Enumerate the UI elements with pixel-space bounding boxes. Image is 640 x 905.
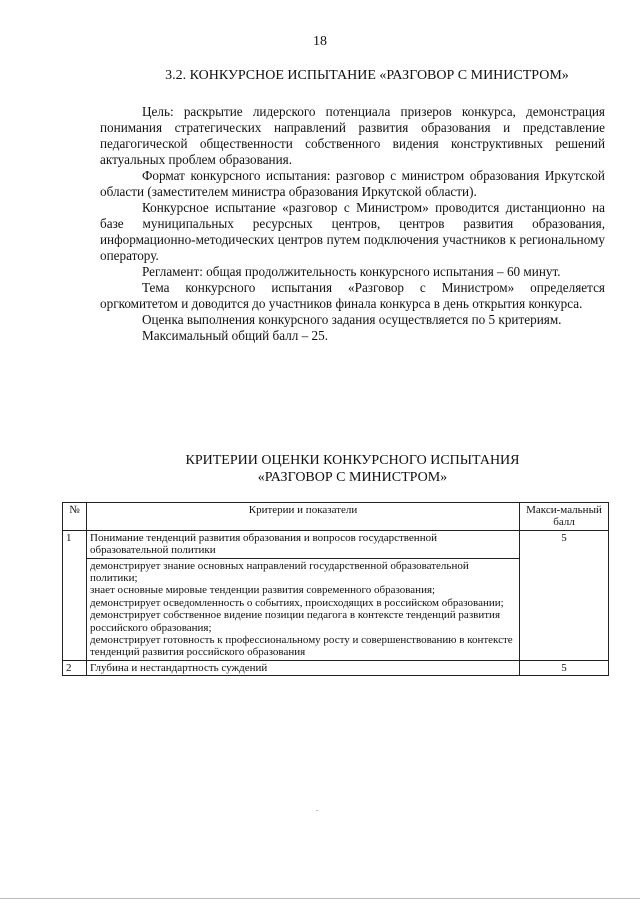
indicator-item: демонстрирует осведомленность о событиях, происходящих в российском образовании;	[90, 596, 504, 609]
table-row	[63, 530, 609, 558]
header-max-score: Макси-мальный балл	[520, 503, 609, 531]
indicator-item: демонстрирует собственное видение позиции педагога в контексте тенденций развития российского образования;	[90, 609, 500, 634]
indicator-item: демонстрирует знание основных направлений государственной образовательной политики;	[90, 559, 469, 585]
paragraph-conduct: Конкурсное испытание «разговор с Министром» проводится дистанционно на базе муниципальных ресурсных центров, центров развития образования, информационно-методических центров путем подключения участников к региональному оператору.	[100, 200, 605, 263]
table-title	[100, 452, 605, 486]
criteria-table	[62, 502, 609, 676]
scan-speck	[316, 810, 318, 811]
row-criterion: Понимание тенденций развития образования и вопросов государственной образовательной политики	[87, 530, 520, 558]
section-title: 3.2. КОНКУРСНОЕ ИСПЫТАНИЕ «РАЗГОВОР С МИНИСТРОМ»	[165, 68, 569, 83]
row-num: 1	[63, 530, 87, 660]
table-title-line2: «РАЗГОВОР С МИНИСТРОМ»	[257, 470, 448, 485]
paragraph-evaluation: Оценка выполнения конкурсного задания осуществляется по 5 критериям.	[142, 312, 562, 327]
row-max-score: 5	[520, 530, 609, 660]
table-row	[63, 660, 609, 675]
paragraph-format: Формат конкурсного испытания: разговор с министром образования Иркутской области (заместителем министра образования Иркутской области).	[100, 168, 605, 199]
paragraph-topic: Тема конкурсного испытания «Разговор с Министром» определяется оргкомитетом и доводится до участников финала конкурса в день открытия конкурса.	[100, 280, 605, 311]
row-max-score: 5	[520, 660, 609, 675]
header-criteria: Критерии и показатели	[87, 503, 520, 531]
indicator-item: демонстрирует готовность к профессиональному росту и совершенствованию в контексте тенденций развития российского образования	[90, 634, 513, 659]
paragraph-max-score: Максимальный общий балл – 25.	[142, 328, 329, 343]
row-criterion: Глубина и нестандартность суждений	[87, 660, 520, 675]
page-number: 18	[313, 34, 327, 49]
row-num: 2	[63, 660, 87, 675]
body-text	[100, 104, 605, 344]
row-indicators	[87, 558, 520, 660]
header-num: №	[63, 503, 87, 531]
indicator-item: знает основные мировые тенденции развития современного образования;	[90, 584, 436, 597]
table-header-row	[63, 503, 609, 531]
paragraph-goal: Цель: раскрытие лидерского потенциала призеров конкурса, демонстрация понимания стратегических направлений развития образования и представление педагогической общественности собственного видения конструктивных решений актуальных проблем образования.	[100, 104, 605, 167]
paragraph-regulation: Регламент: общая продолжительность конкурсного испытания – 60 минут.	[142, 264, 561, 279]
page-bottom-edge	[0, 898, 640, 899]
table-title-line1: КРИТЕРИИ ОЦЕНКИ КОНКУРСНОГО ИСПЫТАНИЯ	[185, 453, 520, 468]
